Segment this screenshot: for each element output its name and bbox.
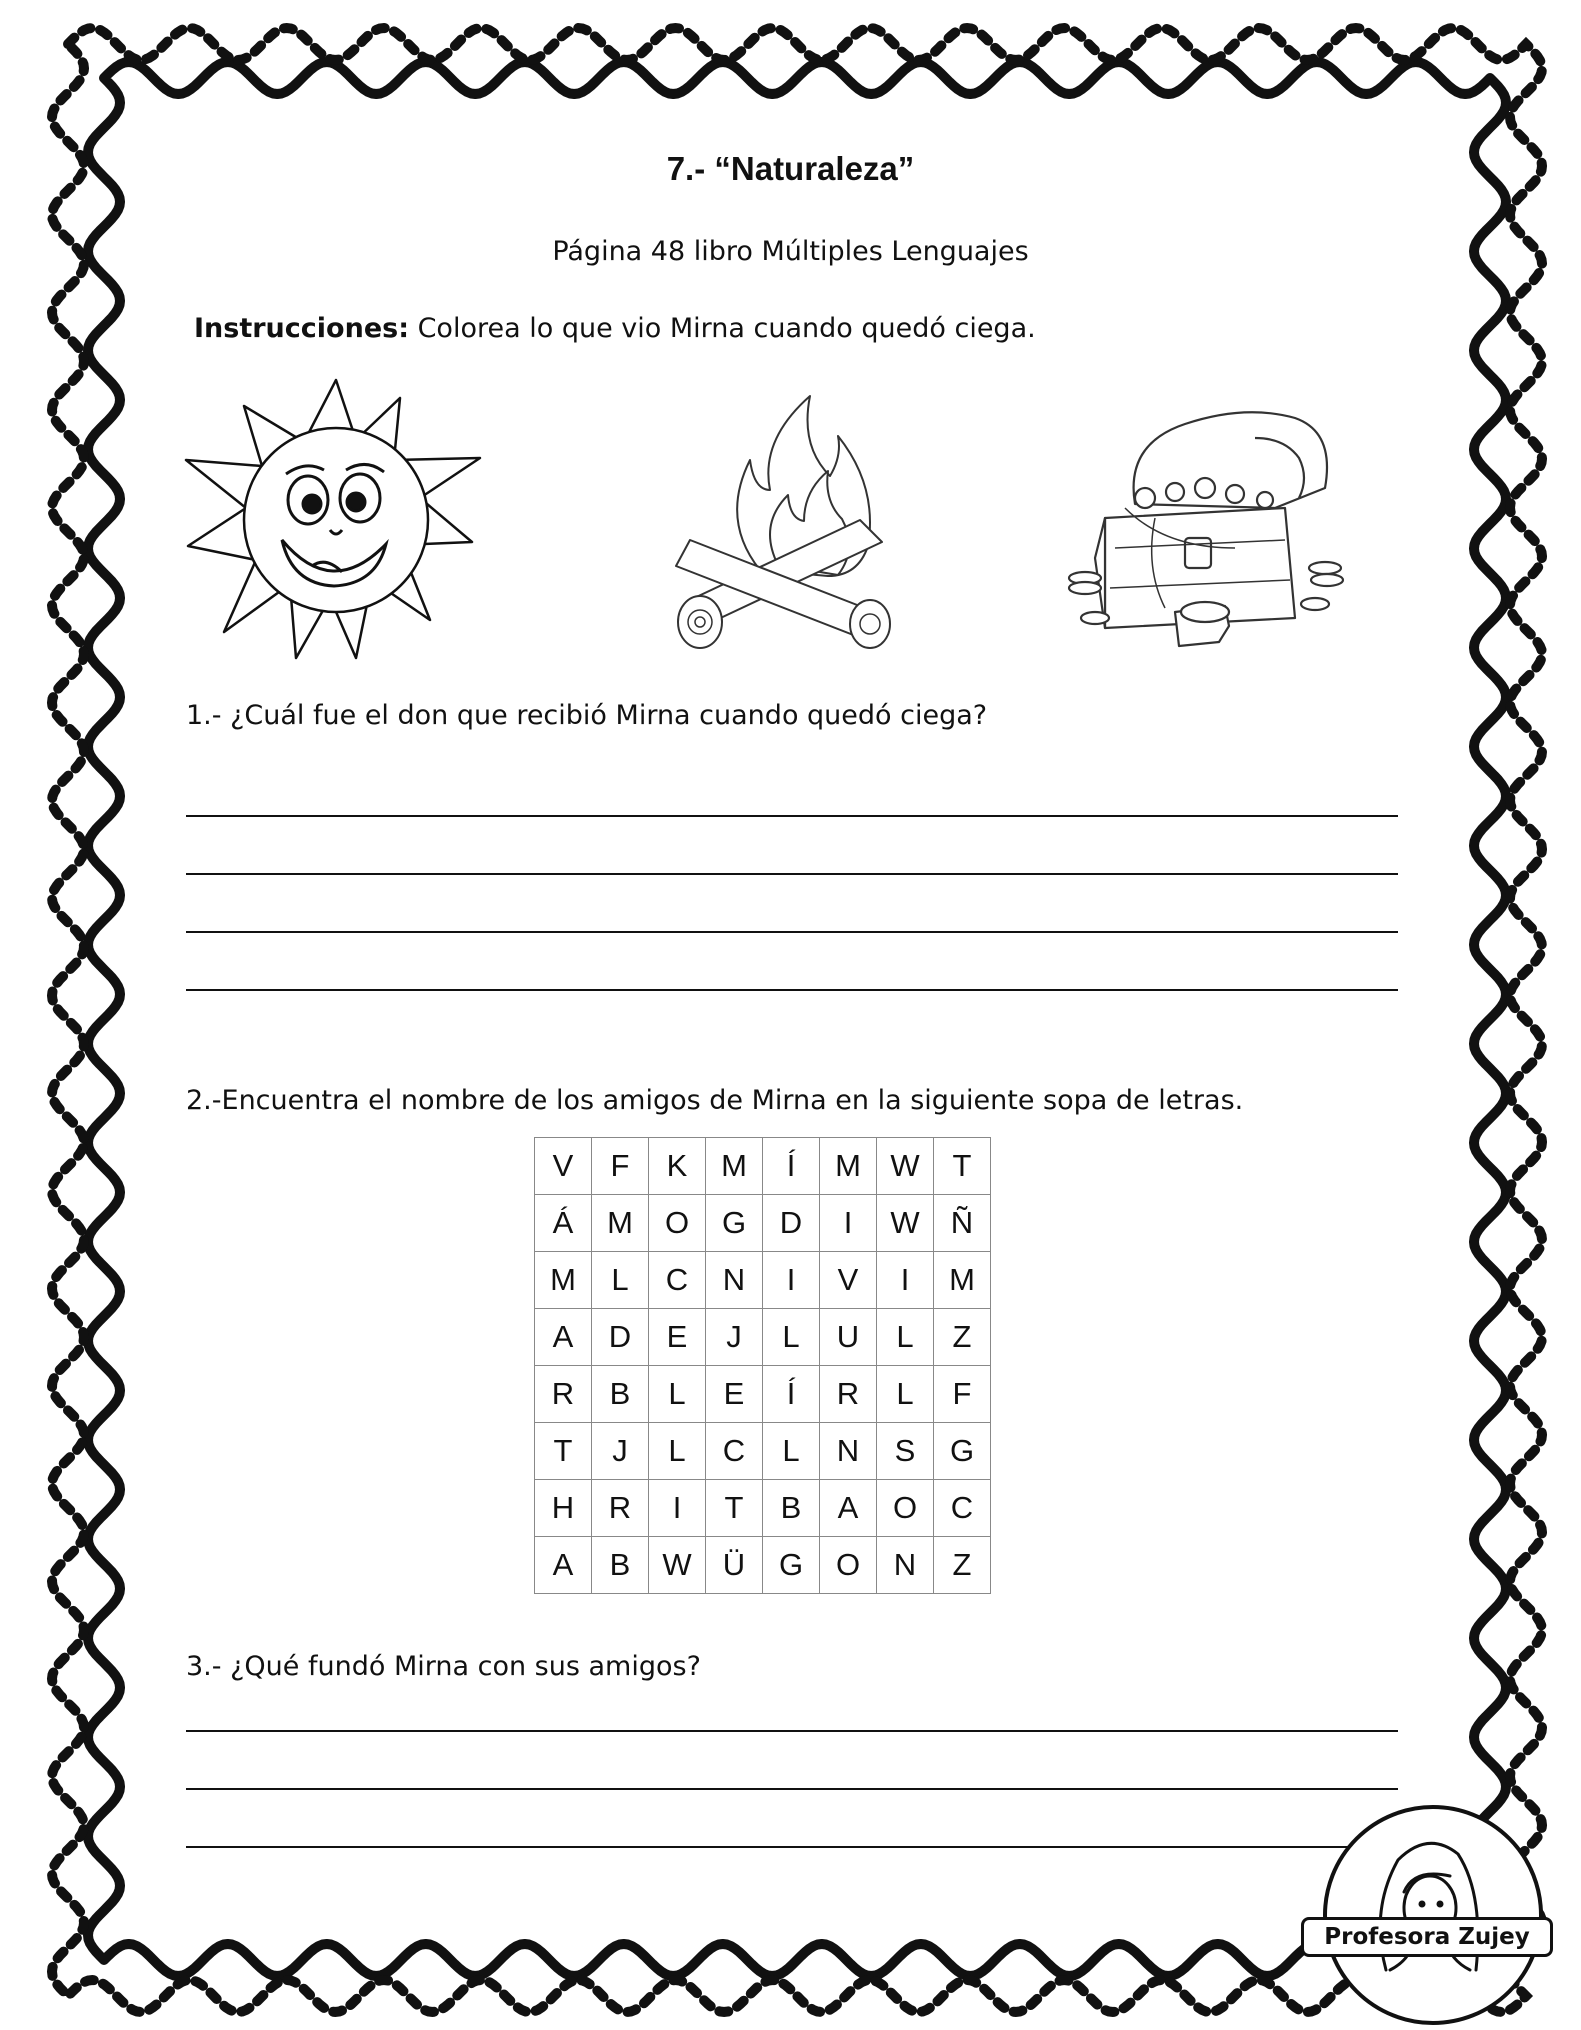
word-search-cell[interactable]: L — [763, 1423, 820, 1480]
word-search-cell[interactable]: I — [649, 1480, 706, 1537]
answer-line[interactable] — [186, 815, 1398, 817]
word-search-cell[interactable]: C — [934, 1480, 991, 1537]
word-search-cell[interactable]: J — [706, 1309, 763, 1366]
word-search-cell[interactable]: T — [934, 1138, 991, 1195]
word-search-cell[interactable]: D — [763, 1195, 820, 1252]
answer-line[interactable] — [186, 873, 1398, 875]
word-search-cell[interactable]: A — [535, 1537, 592, 1594]
word-search-cell[interactable]: B — [592, 1537, 649, 1594]
answer-line[interactable] — [186, 1846, 1398, 1848]
word-search-row — [535, 1138, 991, 1195]
word-search-cell[interactable]: H — [535, 1480, 592, 1537]
instructions-text: Colorea lo que vio Mirna cuando quedó ciega. — [409, 313, 1036, 344]
word-search-cell[interactable]: V — [535, 1138, 592, 1195]
word-search-cell[interactable]: S — [877, 1423, 934, 1480]
word-search-cell[interactable]: L — [649, 1423, 706, 1480]
question-2: 2.-Encuentra el nombre de los amigos de Mirna en la siguiente sopa de letras. — [186, 1085, 1244, 1116]
sun-icon — [180, 370, 492, 670]
word-search-cell[interactable]: M — [820, 1138, 877, 1195]
word-search-cell[interactable]: Ü — [706, 1537, 763, 1594]
campfire-icon — [670, 390, 920, 660]
word-search-cell[interactable]: N — [877, 1537, 934, 1594]
instructions — [194, 313, 1036, 344]
word-search-cell[interactable]: I — [877, 1252, 934, 1309]
word-search-row — [535, 1480, 991, 1537]
answer-line[interactable] — [186, 931, 1398, 933]
answer-line[interactable] — [186, 1730, 1398, 1732]
word-search-cell[interactable]: D — [592, 1309, 649, 1366]
word-search-cell[interactable]: L — [592, 1252, 649, 1309]
word-search-cell[interactable]: G — [934, 1423, 991, 1480]
word-search-row — [535, 1252, 991, 1309]
word-search-cell[interactable]: M — [535, 1252, 592, 1309]
answer-line[interactable] — [186, 1788, 1398, 1790]
word-search-grid — [534, 1137, 991, 1594]
word-search-row — [535, 1366, 991, 1423]
page-subtitle: Página 48 libro Múltiples Lenguajes — [552, 236, 1029, 267]
logo-label: Profesora Zujey — [1301, 1917, 1553, 1957]
word-search-cell[interactable]: L — [649, 1366, 706, 1423]
word-search-cell[interactable]: T — [535, 1423, 592, 1480]
word-search-cell[interactable]: Á — [535, 1195, 592, 1252]
word-search-cell[interactable]: W — [877, 1195, 934, 1252]
word-search-cell[interactable]: Í — [763, 1138, 820, 1195]
word-search-cell[interactable]: B — [592, 1366, 649, 1423]
question-1: 1.- ¿Cuál fue el don que recibió Mirna cuando quedó ciega? — [186, 700, 988, 731]
word-search-cell[interactable]: I — [763, 1252, 820, 1309]
word-search-cell[interactable]: G — [706, 1195, 763, 1252]
word-search-cell[interactable]: E — [649, 1309, 706, 1366]
word-search-row — [535, 1195, 991, 1252]
word-search-row — [535, 1423, 991, 1480]
word-search-cell[interactable]: N — [706, 1252, 763, 1309]
page-title: 7.- “Naturaleza” — [666, 150, 915, 187]
word-search-cell[interactable]: W — [649, 1537, 706, 1594]
word-search-cell[interactable]: L — [877, 1309, 934, 1366]
word-search-cell[interactable]: Z — [934, 1537, 991, 1594]
word-search-cell[interactable]: R — [592, 1480, 649, 1537]
word-search-cell[interactable]: J — [592, 1423, 649, 1480]
word-search-cell[interactable]: A — [535, 1309, 592, 1366]
word-search-cell[interactable]: K — [649, 1138, 706, 1195]
word-search-cell[interactable]: O — [877, 1480, 934, 1537]
word-search-cell[interactable]: B — [763, 1480, 820, 1537]
word-search-cell[interactable]: M — [706, 1138, 763, 1195]
word-search-cell[interactable]: T — [706, 1480, 763, 1537]
word-search-cell[interactable]: L — [763, 1309, 820, 1366]
word-search-cell[interactable]: M — [592, 1195, 649, 1252]
treasure-chest-icon — [1065, 408, 1355, 648]
question-3: 3.- ¿Qué fundó Mirna con sus amigos? — [186, 1651, 701, 1682]
word-search-cell[interactable]: L — [877, 1366, 934, 1423]
answer-line[interactable] — [186, 989, 1398, 991]
word-search-cell[interactable]: O — [649, 1195, 706, 1252]
word-search-cell[interactable]: R — [820, 1366, 877, 1423]
word-search-cell[interactable]: I — [820, 1195, 877, 1252]
word-search-cell[interactable]: N — [820, 1423, 877, 1480]
word-search-cell[interactable]: R — [535, 1366, 592, 1423]
word-search-row — [535, 1537, 991, 1594]
word-search-cell[interactable]: V — [820, 1252, 877, 1309]
instructions-label: Instrucciones: — [194, 313, 409, 344]
word-search-cell[interactable]: A — [820, 1480, 877, 1537]
word-search-cell[interactable]: E — [706, 1366, 763, 1423]
word-search-cell[interactable]: G — [763, 1537, 820, 1594]
word-search-cell[interactable]: C — [649, 1252, 706, 1309]
word-search-cell[interactable]: F — [592, 1138, 649, 1195]
word-search-cell[interactable]: Z — [934, 1309, 991, 1366]
word-search-cell[interactable]: F — [934, 1366, 991, 1423]
word-search-cell[interactable]: Í — [763, 1366, 820, 1423]
word-search-cell[interactable]: M — [934, 1252, 991, 1309]
word-search-cell[interactable]: W — [877, 1138, 934, 1195]
teacher-logo — [1318, 1800, 1548, 2030]
word-search-cell[interactable]: O — [820, 1537, 877, 1594]
word-search-cell[interactable]: C — [706, 1423, 763, 1480]
word-search-row — [535, 1309, 991, 1366]
word-search-cell[interactable]: Ñ — [934, 1195, 991, 1252]
word-search-cell[interactable]: U — [820, 1309, 877, 1366]
